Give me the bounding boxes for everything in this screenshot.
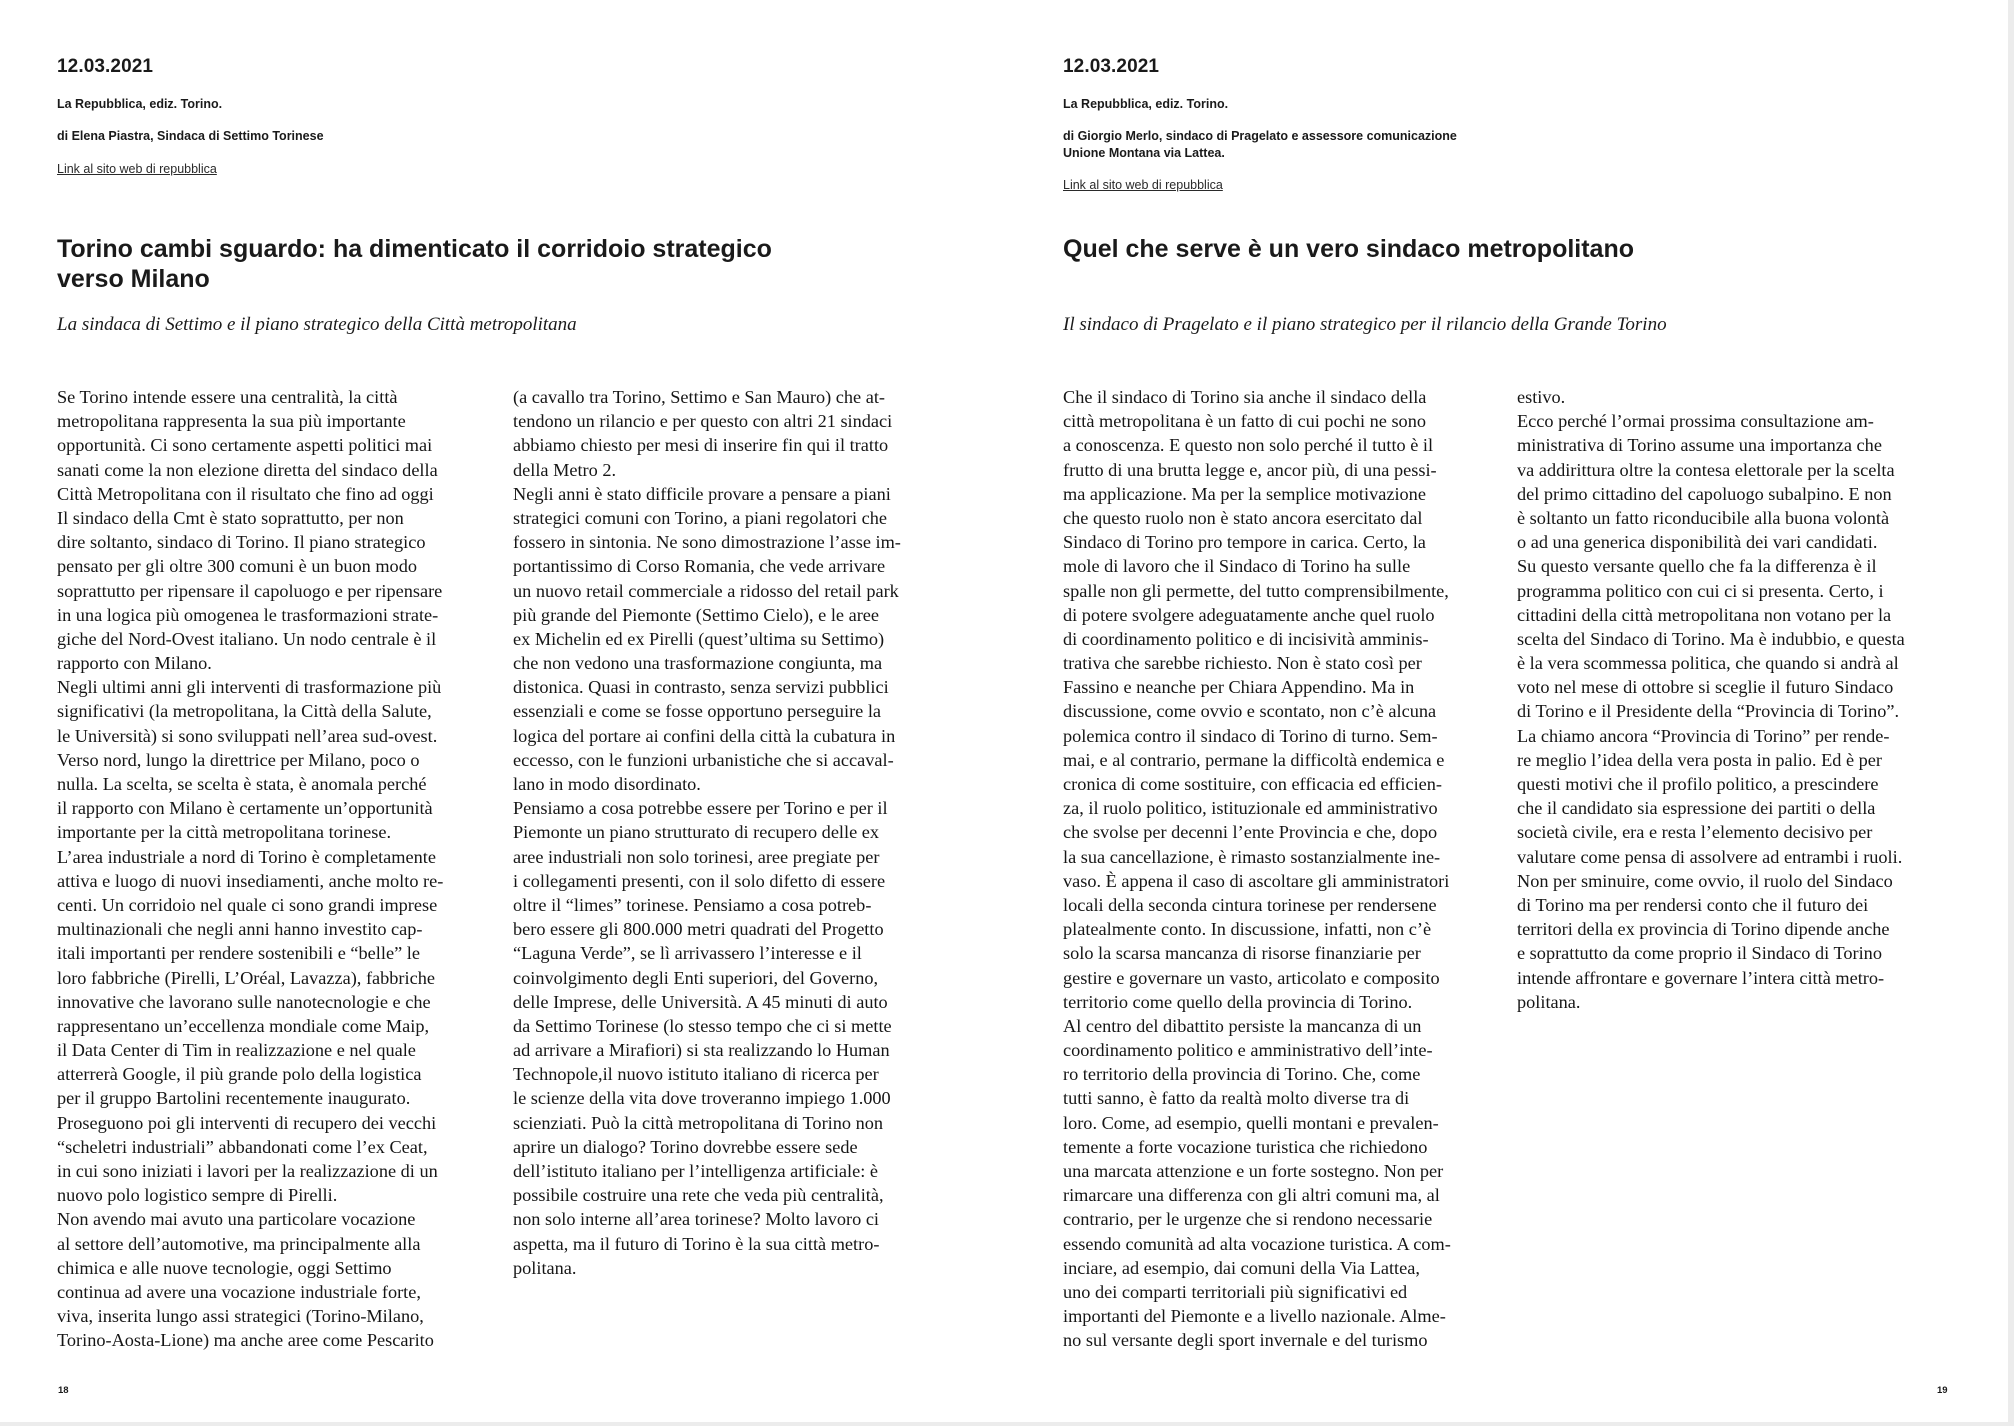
- body-text-line: scienziati. Può la città metropolitana di Torino non: [513, 1112, 884, 1133]
- body-text-line: una marcata attenzione e un forte sostegno. Non per: [1063, 1161, 1444, 1181]
- body-text-line: coinvolgimento degli Enti superiori, del Governo,: [513, 967, 879, 988]
- body-text-line: contrario, per le urgenze che si rendono necessarie: [1063, 1209, 1433, 1230]
- body-text-line: intende affrontare e governare l’intera città metro-: [1517, 967, 1885, 988]
- body-text-line: uno dei comparti territoriali più significativi ed: [1063, 1281, 1408, 1302]
- body-text-line: no sul versante degli sport invernale e del turismo: [1063, 1330, 1428, 1351]
- body-text-line: in una logica più omogenea le trasformazioni strate-: [57, 604, 439, 625]
- body-text-line: territori della ex provincia di Torino dipende anche: [1517, 919, 1890, 940]
- body-text-line: Se Torino intende essere una centralità, la città: [57, 387, 398, 407]
- body-text-line: locali della seconda cintura torinese per rendersene: [1063, 894, 1437, 915]
- body-text-line: eccesso, con le funzioni urbanistiche che si accaval-: [513, 749, 894, 770]
- body-text-line: importanti del Piemonte e a livello nazionale. Alme-: [1063, 1306, 1446, 1327]
- body-text-line: importante per la città metropolitana torinese.: [57, 822, 392, 843]
- body-text-line: itali importanti per rendere sostenibili e “belle” le: [57, 943, 420, 964]
- body-text-line: programma politico con cui ci si presenta. Certo, i: [1517, 580, 1884, 601]
- body-text-line: aspetta, ma il futuro di Torino è la sua città metro-: [513, 1233, 880, 1254]
- body-text-line: le Università) si sono sviluppati nell’area sud-ovest.: [57, 725, 438, 746]
- body-text-line: Ecco perché l’ormai prossima consultazione am-: [1517, 411, 1874, 432]
- body-text-line: innovative che lavorano sulle nanotecnologie e che: [57, 991, 431, 1012]
- article-author: [1063, 128, 1457, 162]
- article-headline: [57, 234, 772, 294]
- body-text-line: L’area industriale a nord di Torino è completamente: [57, 846, 436, 867]
- body-text-line: Negli ultimi anni gli interventi di trasformazione più: [57, 677, 442, 698]
- body-text-line: ad arrivare a Mirafiori) si sta realizzando lo Human: [513, 1040, 890, 1061]
- body-text-line: discussione, come ovvio e scontato, non c’è alcuna: [1063, 701, 1437, 722]
- body-text-line: società civile, era e resta l’elemento decisivo per: [1517, 822, 1873, 843]
- body-text-line: che questo ruolo non è stato ancora esercitato dal: [1063, 507, 1423, 528]
- repubblica-link[interactable]: Link al sito web di repubblica: [57, 162, 217, 176]
- body-text-line: trativa che sarebbe richiesto. Non è stato così per: [1063, 653, 1422, 674]
- body-text-line: oltre il “limes” torinese. Pensiamo a cosa potreb-: [513, 894, 872, 915]
- body-text-line: Verso nord, lungo la direttrice per Milano, poco o: [57, 749, 420, 770]
- body-text-line: in cui sono iniziati i lavori per la realizzazione di un: [57, 1161, 438, 1181]
- body-text-line: di potere svolgere adeguatamente anche quel ruolo: [1063, 604, 1435, 625]
- body-text-line: politana.: [1517, 991, 1581, 1012]
- body-text-line: significativi (la metropolitana, la Città della Salute,: [57, 701, 432, 722]
- body-text-line: ministrativa di Torino assume una importanza che: [1517, 435, 1882, 456]
- body-text-line: Città Metropolitana con il risultato che fino ad oggi: [57, 483, 434, 504]
- body-text-line: logica del portare ai confini della città la cubatura in: [513, 725, 896, 746]
- body-text-line: giche del Nord-Ovest italiano. Un nodo centrale è il: [57, 628, 437, 649]
- body-text-line: pensato per gli oltre 300 comuni è un buon modo: [57, 556, 417, 577]
- body-text-line: abbiamo chiesto per mesi di inserire fin qui il tratto: [513, 435, 889, 456]
- body-text-line: chimica e alle nuove tecnologie, oggi Settimo: [57, 1257, 392, 1278]
- body-text-line: il Data Center di Tim in realizzazione e nel quale: [57, 1040, 416, 1061]
- right-page: [1004, 0, 2008, 1422]
- body-text-line: “scheletri industriali” abbandonati come l’ex Ceat,: [57, 1136, 428, 1157]
- body-text-line: Fassino e neanche per Chiara Appendino. Ma in: [1063, 677, 1415, 698]
- body-text-line: solo la scarsa mancanza di risorse finanziarie per: [1063, 943, 1421, 964]
- body-text-line: attiva e luogo di nuovi insediamenti, anche molto re-: [57, 870, 444, 891]
- body-text-line: platealmente conto. In discussione, infatti, non c’è: [1063, 919, 1432, 940]
- body-text-line: gestire e governare un vasto, articolato e composito: [1063, 967, 1440, 988]
- body-text-line: lano in modo disordinato.: [513, 774, 701, 794]
- body-column-3: [1063, 385, 1451, 1353]
- body-text-line: inciare, ad esempio, dai comuni della Via Lattea,: [1063, 1257, 1420, 1278]
- body-text-line: ex Michelin ed ex Pirelli (quest’ultima su Settimo): [513, 628, 885, 649]
- body-text-line: Al centro del dibattito persiste la mancanza di un: [1063, 1015, 1422, 1036]
- body-text-line: opportunità. Ci sono certamente aspetti politici mai: [57, 435, 433, 456]
- body-text-line: politana.: [513, 1257, 577, 1278]
- body-text-line: territorio come quello della provincia di Torino.: [1063, 991, 1413, 1012]
- body-text-line: coordinamento politico e amministrativo dell’inte-: [1063, 1040, 1433, 1061]
- body-text-line: aree industriali non solo torinesi, aree pregiate per: [513, 846, 880, 867]
- body-text-line: temente a forte vocazione turistica che richiedono: [1063, 1136, 1428, 1157]
- body-text-line: Proseguono poi gli interventi di recupero dei vecchi: [57, 1112, 437, 1133]
- body-text-line: di coordinamento politico e di incisività amminis-: [1063, 628, 1429, 649]
- author-line: di Giorgio Merlo, sindaco di Pragelato e assessore comunicazione: [1063, 129, 1457, 143]
- body-text-line: voto nel mese di ottobre si sceglie il futuro Sindaco: [1517, 677, 1894, 698]
- body-text-line: della Metro 2.: [513, 459, 617, 480]
- body-text-line: vaso. È appena il caso di ascoltare gli amministratori: [1063, 870, 1450, 891]
- body-text-line: va addirittura oltre la contesa elettorale per la scelta: [1517, 459, 1895, 480]
- body-text-line: scelta del Sindaco di Torino. Ma è indubbio, e questa: [1517, 628, 1905, 649]
- body-text-line: del primo cittadino del capoluogo subalpino. E non: [1517, 483, 1892, 504]
- body-text-line: estivo.: [1517, 387, 1566, 407]
- headline-line: Quel che serve è un vero sindaco metropolitano: [1063, 235, 1634, 263]
- body-text-line: nuovo polo logistico sempre di Pirelli.: [57, 1185, 338, 1206]
- body-text-line: Non avendo mai avuto una particolare vocazione: [57, 1209, 416, 1230]
- body-text-line: le scienze della vita dove troveranno impiego 1.000: [513, 1088, 891, 1109]
- body-text-line: Sindaco di Torino pro tempore in carica. Certo, la: [1063, 532, 1426, 553]
- body-text-line: aprire un dialogo? Torino dovrebbe essere sede: [513, 1136, 858, 1157]
- body-text-line: distonica. Quasi in contrasto, senza servizi pubblici: [513, 677, 889, 698]
- body-text-line: portantissimo di Corso Romania, che vede arrivare: [513, 556, 886, 577]
- body-text-line: che il candidato sia espressione dei partiti o della: [1517, 798, 1876, 819]
- body-text-line: ro territorio della provincia di Torino. Che, come: [1063, 1064, 1421, 1085]
- article-headline: [1063, 234, 1634, 264]
- body-text-line: soprattutto per ripensare il capoluogo e per ripensare: [57, 580, 443, 601]
- body-text-line: più grande del Piemonte (Settimo Cielo), e le aree: [513, 604, 880, 625]
- body-text-line: da Settimo Torinese (lo stesso tempo che ci si mette: [513, 1015, 892, 1036]
- body-text-line: che non vedono una trasformazione congiunta, ma: [513, 653, 883, 674]
- article-source: La Repubblica, ediz. Torino.: [1063, 97, 1229, 111]
- article-subtitle: Il sindaco di Pragelato e il piano strategico per il rilancio della Grande Torino: [1063, 314, 1667, 335]
- body-text-line: tendono un rilancio e per questo con altri 21 sindaci: [513, 411, 893, 432]
- body-text-line: è la vera scommessa politica, che quando si andrà al: [1517, 653, 1899, 674]
- body-text-line: cittadini della città metropolitana non votano per la: [1517, 604, 1892, 625]
- body-text-line: che svolse per decenni l’ente Provincia e che, dopo: [1063, 822, 1438, 843]
- body-text-line: dire soltanto, sindaco di Torino. Il piano strategico: [57, 532, 426, 553]
- body-text-line: è soltanto un fatto riconducibile alla buona volontà: [1517, 507, 1890, 528]
- body-text-line: Negli anni è stato difficile provare a pensare a piani: [513, 483, 891, 504]
- body-text-line: viva, inserita lungo assi strategici (Torino-Milano,: [57, 1306, 424, 1327]
- body-text-line: Torino-Aosta-Lione) ma anche aree come Pescarito: [57, 1330, 434, 1351]
- body-column-2: [513, 385, 901, 1280]
- body-text-line: Il sindaco della Cmt è stato soprattutto, per non: [57, 507, 404, 528]
- body-text-line: loro. Come, ad esempio, quelli montani e prevalen-: [1063, 1112, 1439, 1133]
- body-text-line: cronica di come sostituire, con efficacia ed efficien-: [1063, 774, 1442, 794]
- left-page: [0, 0, 1004, 1422]
- body-text-line: sanati come la non elezione diretta del sindaco della: [57, 459, 438, 480]
- article-date: 12.03.2021: [1063, 56, 1160, 77]
- body-text-line: tutti sanno, è fatto da realtà molto diverse tra di: [1063, 1088, 1410, 1109]
- body-text-line: di Torino ma per rendersi conto che il futuro dei: [1517, 894, 1869, 915]
- body-text-line: La chiamo ancora “Provincia di Torino” per rende-: [1517, 725, 1890, 746]
- body-text-line: Piemonte un piano strutturato di recupero delle ex: [513, 822, 880, 843]
- body-text-line: za, il ruolo politico, istituzionale ed amministrativo: [1063, 798, 1438, 819]
- body-text-line: valutare come pensa di assolvere ad entrambi i ruoli.: [1517, 846, 1903, 867]
- body-text-line: Non per sminuire, come ovvio, il ruolo del Sindaco: [1517, 870, 1893, 891]
- body-text-line: di Torino e il Presidente della “Provincia di Torino”.: [1517, 701, 1900, 722]
- body-text-line: Che il sindaco di Torino sia anche il sindaco della: [1063, 387, 1427, 407]
- body-text-line: rapporto con Milano.: [57, 653, 212, 674]
- article-source: La Repubblica, ediz. Torino.: [57, 97, 223, 111]
- body-text-line: multinazionali che negli anni hanno investito cap-: [57, 919, 423, 940]
- repubblica-link[interactable]: Link al sito web di repubblica: [1063, 178, 1223, 192]
- body-text-line: al settore dell’automotive, ma principalmente alla: [57, 1233, 421, 1254]
- body-text-line: Technopole,il nuovo istituto italiano di ricerca per: [513, 1064, 879, 1085]
- body-column-1: [57, 385, 443, 1353]
- body-text-line: atterrerà Google, il più grande polo della logistica: [57, 1064, 422, 1085]
- body-text-line: continua ad avere una vocazione industriale forte,: [57, 1281, 421, 1302]
- body-text-line: essenziali e come se fosse opportuno perseguire la: [513, 701, 882, 722]
- article-date: 12.03.2021: [57, 56, 154, 77]
- headline-line: verso Milano: [57, 265, 210, 293]
- body-text-line: strategici comuni con Torino, a piani regolatori che: [513, 507, 888, 528]
- body-text-line: e soprattutto da come proprio il Sindaco di Torino: [1517, 943, 1882, 964]
- body-text-line: metropolitana rappresenta la sua più importante: [57, 411, 406, 432]
- body-text-line: centi. Un corridoio nel quale ci sono grandi imprese: [57, 894, 438, 915]
- body-text-line: re meglio l’idea della vera posta in palio. Ed è per: [1517, 749, 1882, 770]
- body-text-line: fossero in sintonia. Ne sono dimostrazione l’asse im-: [513, 532, 901, 553]
- body-text-line: o ad una generica disponibilità dei vari candidati.: [1517, 532, 1878, 553]
- body-text-line: mai, e al contrario, permane la difficoltà endemica e: [1063, 749, 1445, 770]
- page-number: 19: [1937, 1385, 1948, 1396]
- headline-line: Torino cambi sguardo: ha dimenticato il corridoio strategico: [57, 235, 772, 263]
- body-text-line: questi motivi che il profilo politico, a prescindere: [1517, 774, 1879, 794]
- body-text-line: non solo interne all’area torinese? Molto lavoro ci: [513, 1209, 880, 1230]
- body-text-line: mole di lavoro che il Sindaco di Torino ha sulle: [1063, 556, 1411, 577]
- author-line: Unione Montana via Lattea.: [1063, 146, 1225, 160]
- body-text-line: “Laguna Verde”, se lì arrivassero l’interesse e il: [513, 943, 862, 964]
- body-text-line: frutto di una brutta legge e, ancor più, di una pessi-: [1063, 459, 1437, 480]
- body-text-line: dell’istituto italiano per l’intelligenza artificiale: è: [513, 1161, 878, 1181]
- body-text-line: rappresentano un’eccellenza mondiale come Maip,: [57, 1015, 430, 1036]
- body-text-line: bero essere gli 800.000 metri quadrati del Progetto: [513, 919, 884, 940]
- body-text-line: ma applicazione. Ma per la semplice motivazione: [1063, 483, 1426, 504]
- body-text-line: a conoscenza. E questo non solo perché il tutto è il: [1063, 435, 1434, 456]
- body-text-line: spalle non gli permette, del tutto comprensibilmente,: [1063, 580, 1449, 601]
- page-number: 18: [58, 1385, 69, 1396]
- body-text-line: un nuovo retail commerciale a ridosso del retail park: [513, 580, 899, 601]
- article-author: di Elena Piastra, Sindaca di Settimo Torinese: [57, 129, 324, 143]
- body-text-line: i collegamenti presenti, con il solo difetto di essere: [513, 870, 886, 891]
- body-text-line: il rapporto con Milano è certamente un’opportunità: [57, 798, 433, 819]
- body-text-line: (a cavallo tra Torino, Settimo e San Mauro) che at-: [513, 387, 886, 407]
- body-text-line: loro fabbriche (Pirelli, L’Oréal, Lavazza), fabbriche: [57, 967, 435, 988]
- body-text-line: delle Imprese, delle Università. A 45 minuti di auto: [513, 991, 888, 1012]
- body-column-4: [1517, 385, 1905, 1014]
- body-text-line: essendo comunità ad alta vocazione turistica. A com-: [1063, 1233, 1451, 1254]
- article-subtitle: La sindaca di Settimo e il piano strategico della Città metropolitana: [57, 314, 577, 335]
- body-text-line: per il gruppo Bartolini recentemente inaugurato.: [57, 1088, 411, 1109]
- body-text-line: la sua cancellazione, è rimasto sostanzialmente ine-: [1063, 846, 1441, 867]
- body-text-line: Su questo versante quello che fa la differenza è il: [1517, 556, 1877, 577]
- body-text-line: rimarcare una differenza con gli altri comuni ma, al: [1063, 1185, 1440, 1206]
- body-text-line: città metropolitana è un fatto di cui pochi ne sono: [1063, 411, 1426, 432]
- body-text-line: possibile costruire una rete che veda più centralità,: [513, 1185, 884, 1206]
- body-text-line: nulla. La scelta, se scelta è stata, è anomala perché: [57, 774, 427, 794]
- body-text-line: polemica contro il sindaco di Torino di turno. Sem-: [1063, 725, 1438, 746]
- body-text-line: Pensiamo a cosa potrebbe essere per Torino e per il: [513, 798, 888, 819]
